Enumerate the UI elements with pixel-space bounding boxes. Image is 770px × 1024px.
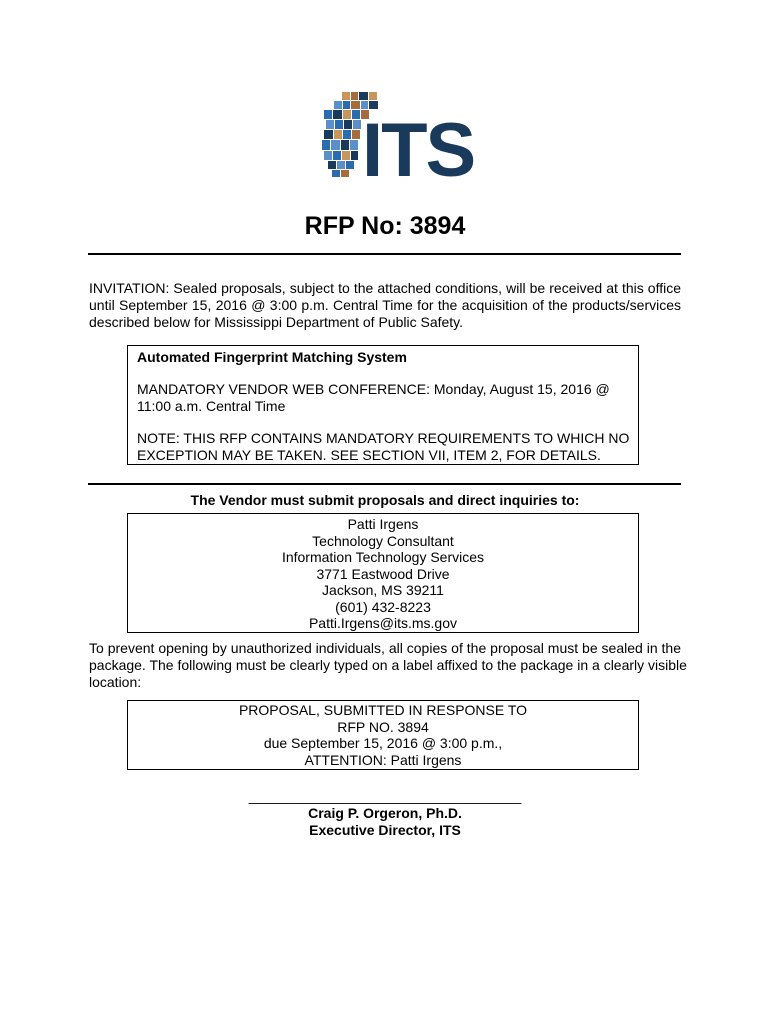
instructions-paragraph: [89, 640, 687, 691]
contact-name: Patti Irgens: [347, 516, 419, 532]
project-title: Automated Fingerprint Matching System: [137, 349, 407, 365]
invitation-paragraph: [89, 280, 681, 331]
mandatory-note: NOTE: THIS RFP CONTAINS MANDATORY REQUIREMENTS TO WHICH NO EXCEPTION MAY BE TAKEN. SEE SECTION VII, ITEM 2, FOR DETAILS.: [137, 430, 630, 463]
label-line: due September 15, 2016 @ 3:00 p.m.,: [263, 735, 503, 751]
label-box: [127, 700, 639, 770]
submit-heading: The Vendor must submit proposals and direct inquiries to:: [190, 492, 580, 508]
its-logo-text: ITS: [362, 108, 475, 193]
signature-block: [0, 788, 770, 839]
instructions-line: package. The following must be clearly typed on a label affixed to the package in a clearly visible: [89, 657, 687, 673]
contact-phone: (601) 432-8223: [335, 598, 431, 615]
contact-role: Technology Consultant: [312, 532, 454, 549]
label-line: PROPOSAL, SUBMITTED IN RESPONSE TO: [238, 702, 528, 718]
signatory-title: Executive Director, ITS: [309, 822, 461, 838]
title-divider: [88, 253, 681, 255]
instructions-line: location:: [89, 674, 142, 690]
section-divider: [88, 483, 681, 485]
invitation-line: INVITATION: Sealed proposals, subject to the attached conditions, will be received at this office: [89, 280, 681, 296]
project-box: [127, 345, 639, 465]
label-line: ATTENTION: Patti Irgens: [304, 751, 462, 768]
signature-line: ___________________________________: [248, 788, 522, 804]
rfp-title: RFP No: 3894: [304, 212, 466, 240]
conference-notice: MANDATORY VENDOR WEB CONFERENCE: Monday, August 15, 2016 @ 11:00 a.m. Central Time: [137, 381, 610, 414]
its-logo: [318, 90, 475, 193]
signatory-name: Craig P. Orgeron, Ph.D.: [308, 805, 462, 821]
instructions-line: To prevent opening by unauthorized individuals, all copies of the proposal must be sealed in the: [89, 640, 681, 656]
invitation-line: until September 15, 2016 @ 3:00 p.m. Central Time for the acquisition of the products/services: [89, 297, 681, 313]
invitation-line: described below for Mississippi Department of Public Safety.: [89, 314, 464, 330]
contact-box: [127, 513, 639, 633]
contact-org: Information Technology Services: [281, 549, 485, 565]
label-line: RFP NO. 3894: [337, 718, 429, 735]
contact-street: 3771 Eastwood Drive: [316, 565, 450, 582]
contact-email: Patti.Irgens@its.ms.gov: [308, 615, 458, 631]
contact-city: Jackson, MS 39211: [322, 582, 444, 598]
